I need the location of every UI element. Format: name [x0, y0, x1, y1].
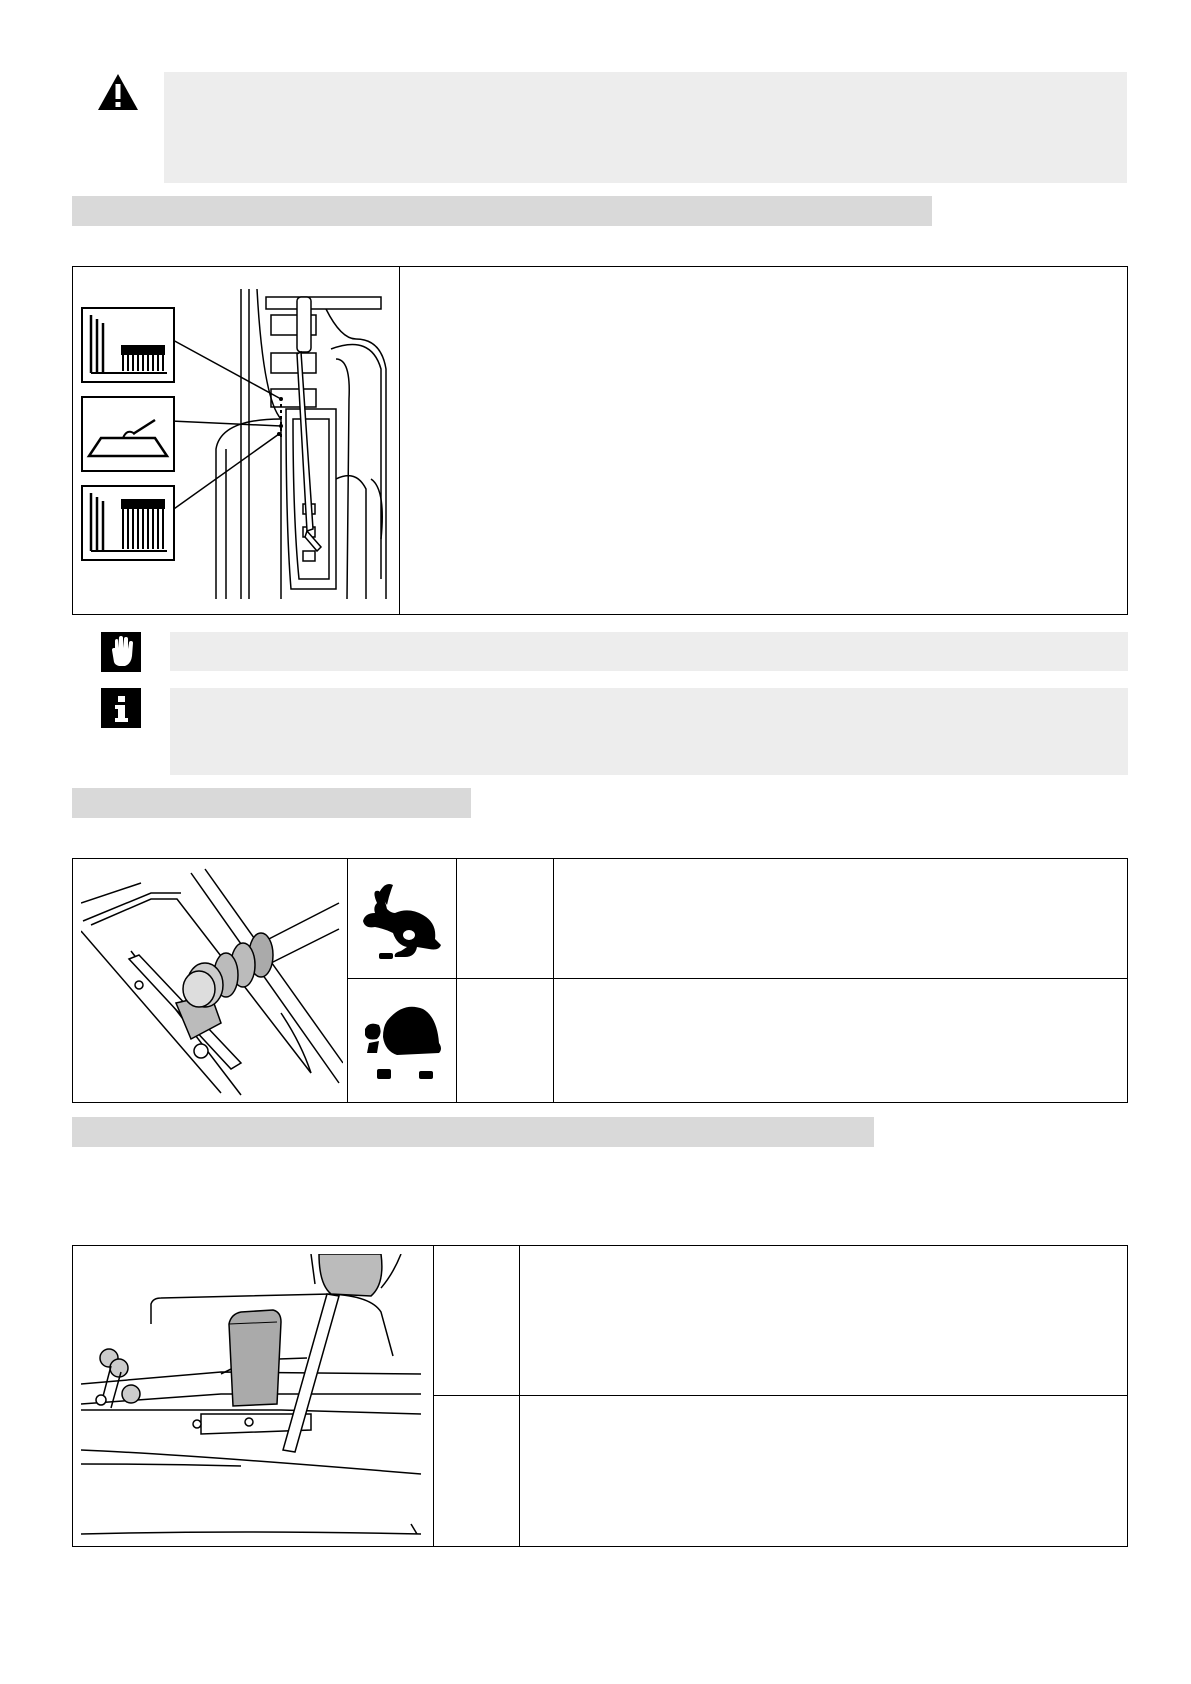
section2-heading-text	[72, 788, 471, 800]
info-note-box	[170, 688, 1128, 775]
info-note-text	[170, 688, 1128, 708]
lever-row	[433, 1246, 1129, 1395]
section2-speed-table	[72, 858, 1128, 1103]
caution-icon-wrap	[101, 632, 141, 672]
section3-heading	[72, 1117, 874, 1147]
mower-deck-transport-icon	[81, 396, 175, 472]
section1-figure-table	[72, 266, 1128, 615]
speed-row	[347, 859, 1129, 978]
section2-heading	[72, 788, 471, 818]
caution-note-box	[170, 632, 1128, 671]
info-icon-wrap	[101, 688, 141, 728]
rabbit-fast-icon	[357, 873, 447, 963]
cutting-height-figure	[81, 279, 391, 604]
section3-heading-text	[72, 1117, 874, 1129]
caution-note-text	[170, 632, 1128, 652]
section1-description	[413, 277, 1113, 597]
section1-intro	[72, 232, 1127, 262]
drive-lever-figure	[81, 1254, 429, 1544]
warning-text	[164, 72, 1127, 92]
section3-intro	[72, 1155, 1127, 1235]
warning-triangle-icon	[96, 72, 140, 112]
cutting-height-high-icon	[81, 485, 175, 561]
section2-intro	[72, 824, 1127, 854]
section3-lever-table	[72, 1245, 1128, 1547]
section1-heading	[72, 196, 932, 226]
warning-box	[164, 72, 1127, 183]
stop-hand-icon	[101, 632, 141, 672]
lever-row	[433, 1396, 1129, 1546]
speed-row	[347, 979, 1129, 1103]
turtle-slow-icon	[357, 993, 447, 1089]
section1-heading-text	[72, 196, 932, 208]
throttle-lever-figure	[81, 863, 343, 1099]
warning-icon-wrap	[96, 72, 140, 112]
cutting-height-low-icon	[81, 307, 175, 383]
info-icon	[101, 688, 141, 728]
